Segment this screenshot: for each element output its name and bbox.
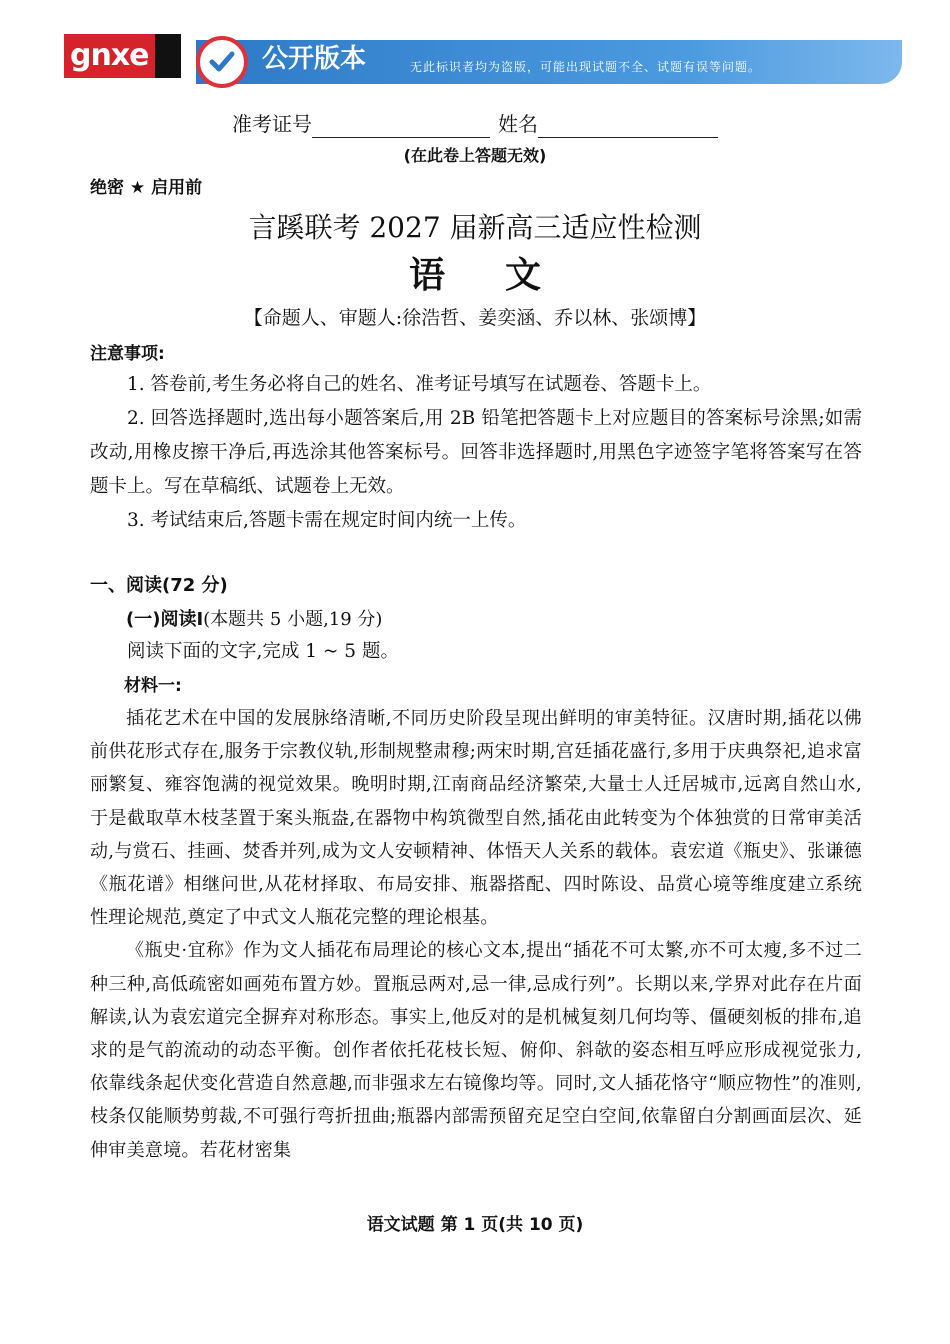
note-item: 2. 回答选择题时,选出每小题答案后,用 2B 铅笔把答题卡上对应题目的答案标号涂黑;如需改动,用橡皮擦干净后,再选涂其他答案标号。回答非选择题时,用黑色字迹签字笔将答案写在答题卡上。写在草稿纸、试题卷上无效。 [90, 408, 862, 497]
name-label: 姓名 [498, 112, 538, 136]
reading-passage [90, 702, 862, 1167]
subsection-detail: (本题共 5 小题,19 分) [203, 609, 383, 630]
notes-list [90, 368, 862, 538]
authors-line: 【命题人、审题人:徐浩哲、姜奕涵、乔以林、张颂博】 [243, 307, 707, 329]
exam-title: 言蹊联考 2027 届新高三适应性检测 [248, 211, 702, 244]
note-item: 1. 答卷前,考生务必将自己的姓名、准考证号填写在试题卷、答题卡上。 [127, 374, 712, 395]
authenticity-banner [0, 0, 950, 96]
passage-paragraph: 《瓶史·宜称》作为文人插花布局理论的核心文本,提出“插花不可太繁,亦不可太瘦,多不过二种三种,高低疏密如画苑布置方妙。置瓶忌两对,忌一律,忌成行列”。长期以来,学界对此存在片面解读,认为袁宏道完全摒弃对称形态。事实上,他反对的是机械复刻几何均等、僵硬刻板的排布,追求的是气韵流动的动态平衡。创作者依托花枝长短、俯仰、斜欹的姿态相互呼应形成视觉张力,依靠线条起伏变化营造自然意趣,而非强求左右镜像均等。同时,文人插花恪守“顺应物性”的准则,枝条仅能顺势剪裁,不可强行弯折扭曲;瓶器内部需预留充足空白空间,依靠留白分割画面层次、延伸审美意境。若花材密集 [90, 940, 862, 1161]
page-footer: 语文试题 第 1 页(共 10 页) [366, 1215, 584, 1235]
subject-char: 文 [505, 255, 542, 296]
logo-text: gnxe [64, 34, 181, 78]
subsection-heading [90, 604, 862, 636]
section-title [90, 570, 862, 602]
banner-warning: 无此标识者均为盗版，可能出现试题不全、试题有误等问题。 [410, 60, 762, 74]
subject-title [0, 252, 950, 300]
notes-title: 注意事项: [90, 344, 165, 364]
banner-title: 公开版本 [262, 44, 367, 74]
subject-char: 语 [408, 255, 445, 296]
id-number-blank [312, 115, 490, 138]
verified-check-icon [196, 36, 248, 88]
invalid-note: (在此卷上答题无效) [403, 146, 547, 165]
note-item: 3. 考试结束后,答题卡需在规定时间内统一上传。 [127, 510, 527, 531]
id-number-label: 准考证号 [232, 112, 312, 136]
reading-instruction: 阅读下面的文字,完成 1 ~ 5 题。 [127, 641, 399, 662]
publisher-logo [64, 34, 184, 82]
passage-paragraph: 插花艺术在中国的发展脉络清晰,不同历史阶段呈现出鲜明的审美特征。汉唐时期,插花以佛前供花形式存在,服务于宗教仪轨,形制规整肃穆;两宋时期,宫廷插花盛行,多用于庆典祭祀,追求富丽繁复、雍容饱满的视觉效果。晚明时期,江南商品经济繁荣,大量士人迁居城市,远离自然山水,于是截取草木枝茎置于案头瓶盎,在器物中构筑微型自然,插花由此转变为个体独赏的日常审美活动,与赏石、挂画、焚香并列,成为文人安顿精神、体悟天人关系的载体。袁宏道《瓶史》、张谦德《瓶花谱》相继问世,从花材择取、布局安排、瓶器搭配、四时陈设、品赏心境等维度建立系统性理论规范,奠定了中式文人瓶花完整的理论根基。 [90, 708, 862, 929]
subsection-label: (一)阅读Ⅰ [126, 609, 204, 630]
material-label: 材料一: [124, 676, 182, 696]
candidate-info-line [232, 110, 726, 138]
secret-mark: 绝密 ★ 启用前 [90, 178, 203, 198]
name-blank [538, 115, 718, 138]
section-title-text: 一、阅读(72 分) [90, 575, 228, 596]
